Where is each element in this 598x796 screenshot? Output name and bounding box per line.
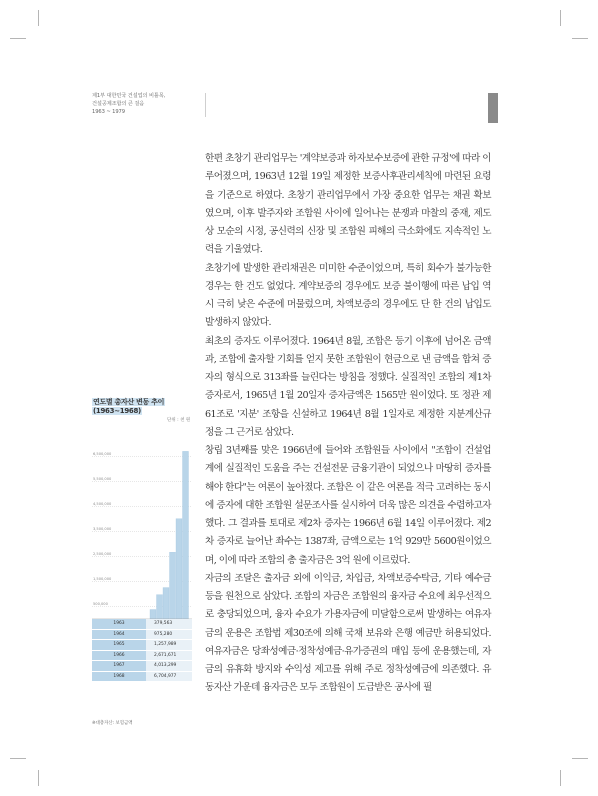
- table-row: [92, 640, 192, 651]
- value-cell: 2,671,671: [146, 650, 192, 661]
- crop-mark: [572, 758, 588, 759]
- y-tick-label: 4,500,000: [93, 502, 112, 506]
- value-cell: 1,257,989: [146, 640, 192, 651]
- crop-mark: [560, 770, 561, 786]
- figure-footnote: ※대총자산: 보험금액: [92, 721, 133, 726]
- y-tick-label: 500,000: [93, 602, 108, 606]
- total-assets-bar-chart: [92, 426, 192, 644]
- paragraph: 초창기에 발생한 관리채권은 미미한 수준이었으며, 특히 회수가 불가능한 경우는 한 건도 없었다. 계약보증의 경우에도 보증 불이행에 따른 납입 역시 극히 낮은 수준에 머물렀으며, 차액보증의 경우에도 단 한 건의 납입도 발생하지 않았다.: [205, 262, 491, 329]
- value-cell: 6,704,977: [146, 671, 192, 682]
- paragraph: 자금의 조달은 출자금 외에 이익금, 차입금, 차액보증수탁금, 기타 예수금 등을 원천으로 삼았다. 조합의 자금은 조합원의 융자금 수요에 최우선적으로 충당되었으며, 융자 수요가 가용자금에 미달함으로써 발생하는 여유자금의 운용은 조합법 제30조에 의해 국채 보유와 은행 예금만 허용되었다. 여유자금은 당좌성예금·정착성예금·유가증권의 매입 등에 운용했는데, 자금의 유휴화 방지와 수익성 제고를 위해 주로 정착성예금에 의존했다. 유동자산 가운데 융자금은 모두 조합원이 도급받은 공사에 필: [205, 572, 491, 694]
- total-assets-table: [92, 619, 192, 682]
- header-divider: [205, 93, 206, 117]
- crop-mark: [560, 10, 561, 26]
- figure-title-line2: (1963~1968): [93, 407, 141, 415]
- figure-title: [92, 398, 192, 416]
- bar-1968: [183, 451, 189, 619]
- header-period: 1963 ~ 1979: [92, 109, 125, 115]
- year-cell: 1964: [92, 629, 146, 640]
- year-cell: 1965: [92, 640, 146, 651]
- crop-mark: [10, 38, 26, 39]
- table-row: [92, 650, 192, 661]
- crop-mark: [38, 10, 39, 26]
- body-text: [205, 150, 491, 698]
- y-tick-label: 2,500,000: [93, 552, 112, 556]
- bar-1966: [170, 552, 176, 619]
- value-cell: 975,280: [146, 629, 192, 640]
- y-tick-label: 3,500,000: [93, 527, 112, 531]
- crop-mark: [572, 38, 588, 39]
- table-row: [92, 671, 192, 682]
- table-row: [92, 619, 192, 629]
- running-header: [92, 92, 165, 116]
- table-row: [92, 661, 192, 672]
- year-cell: 1967: [92, 661, 146, 672]
- paragraph: 최초의 증자도 이루어졌다. 1964년 8월, 조합은 등기 이후에 넘어온 금액과, 조합에 출자할 기회를 얻지 못한 조합원이 현금으로 낸 금액을 합쳐 증자의 형식으로 313좌를 늘린다는 방침을 정했다. 실질적인 조합의 제1차 증자로서, 1965년 1월 20일자 증자금액은 1565만 원이었다. 또 정관 제61조로 '지분' 조항을 신설하고 1964년 8월 1일자로 제정한 지분계산규정을 그 근거로 삼았다.: [205, 335, 491, 438]
- value-cell: 4,013,299: [146, 661, 192, 672]
- paragraph: 한편 초창기 관리업무는 '계약보증과 하자보수보증에 관한 규정'에 따라 이루어졌으며, 1963년 12월 19일 제정한 보증사후관리세칙에 마련된 요령을 기준으로 하였다. 초창기 관리업무에서 가장 중요한 업무는 채권 확보였으며, 이후 발주자와 조합원 사이에 일어나는 분쟁과 마찰의 중재, 제도상 모순의 시정, 공신력의 신장 및 조합원 피해의 극소화에도 지속적인 노력을 기울였다.: [205, 153, 491, 256]
- crop-mark: [38, 770, 39, 786]
- y-tick-label: 1,500,000: [93, 577, 112, 581]
- y-tick-label: 5,500,000: [93, 477, 112, 481]
- header-chapter-title: 건설공제조합의 큰 걸음: [92, 101, 145, 107]
- bar-1967: [176, 519, 182, 619]
- y-tick-label: 6,500,000: [93, 452, 112, 456]
- table-row: [92, 629, 192, 640]
- sidebar-figure: [92, 398, 192, 726]
- value-cell: 379,563: [146, 619, 192, 629]
- header-part-title: 제1부 대한민국 건설업의 비틀목,: [92, 93, 166, 99]
- year-cell: 1968: [92, 671, 146, 682]
- paragraph: 창립 3년째를 맞은 1966년에 들어와 조합원들 사이에서 "조합이 건설업계에 실질적인 도움을 주는 건설전문 금융기관이 되었으나 마땅히 증자를 해야 한다"는 여론이 높아졌다. 조합은 이 같은 여론을 적극 고려하는 동시에 증자에 대한 조합원 설문조사를 실시하여 더욱 많은 의견을 수렴하고자 했다. 그 결과를 토대로 제2차 증자는 1966년 6월 14일 이루어졌다. 제2차 증자로 늘어난 좌수는 1387좌, 금액으로는 1억 929만 5600원이었으며, 이에 따라 조합의 총 출자금은 3억 원에 이르렀다.: [205, 445, 491, 566]
- chapter-tab-marker: [488, 93, 498, 123]
- year-cell: 1963: [92, 619, 146, 629]
- year-cell: 1966: [92, 650, 146, 661]
- figure-unit: 단위 : 천 원: [167, 418, 191, 423]
- bar-1964: [157, 595, 163, 619]
- bar-1963: [150, 610, 156, 619]
- crop-mark: [10, 758, 26, 759]
- figure-title-line1: 연도별 총자산 변동 추이: [93, 398, 165, 406]
- bar-1965: [163, 588, 169, 619]
